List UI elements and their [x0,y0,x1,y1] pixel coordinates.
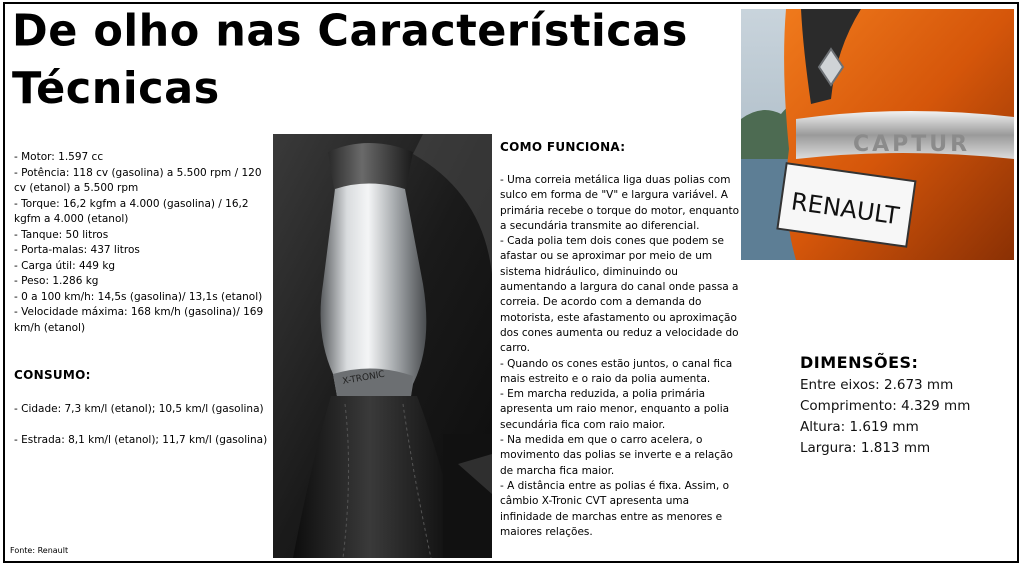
consumo-list [14,402,274,448]
spec-item: - Velocidade máxima: 168 km/h (gasolina)/ 169 km/h (etanol) [14,306,264,334]
dimension-item: Comprimento: 4.329 mm [800,398,971,414]
dimensoes-heading: DIMENSÕES: [800,353,919,372]
como-paragraph: - Cada polia tem dois cones que podem se afastar ou se aproximar por meio de um sistema hidráulico, diminuindo ou aumentando a largura do canal onde passa a correia. De acordo com a demanda do motorista, este afastamento ou aproximação dos cones aumenta ou reduz a velocidade do carro. [500,235,739,355]
dimensoes-list [800,375,970,459]
como-funciona-heading: COMO FUNCIONA: [500,140,626,154]
car-rear-illustration [741,9,1014,260]
consumo-item: - Cidade: 7,3 km/l (etanol); 10,5 km/l (gasolina) [14,403,264,415]
como-paragraph: - Quando os cones estão juntos, o canal fica mais estreito e o raio da polia aumenta. [500,357,733,385]
page-title: De olho nas Características Técnicas [12,5,688,115]
como-paragraph: - Uma correia metálica liga duas polias com sulco em forma de "V" e largura variável. A primária recebe o torque do motor, enquanto a secundária transmite ao diferencial. [500,174,740,232]
spec-item: - Porta-malas: 437 litros [14,244,140,256]
consumo-item: - Estrada: 8,1 km/l (etanol); 11,7 km/l (gasolina) [14,433,268,446]
spec-item: - Peso: 1.286 kg [14,275,99,287]
car-rear-image [741,9,1014,260]
spec-item: - 0 a 100 km/h: 14,5s (gasolina)/ 13,1s (etanol) [14,290,263,303]
car-badge-text: CAPTUR [853,132,971,157]
gear-shifter-image [273,134,492,558]
dimension-item: Largura: 1.813 mm [800,440,931,456]
consumo-heading: CONSUMO: [14,368,91,382]
source-note: Fonte: Renault [10,546,69,555]
spec-item: - Tanque: 50 litros [14,228,109,241]
como-paragraph: - Em marcha reduzida, a polia primária apresenta um raio menor, enquanto a polia secundária fica com raio maior. [500,388,730,431]
gear-label-text: X-TRONIC [341,369,386,387]
specs-list [14,150,274,336]
dimension-item: Entre eixos: 2.673 mm [800,377,954,393]
license-plate-text: RENAULT [789,187,901,231]
como-paragraph: - A distância entre as polias é fixa. Assim, o câmbio X-Tronic CVT apresenta uma infinidade de marchas entre as menores e maiores relações. [500,479,729,538]
spec-item: - Potência: 118 cv (gasolina) a 5.500 rpm / 120 cv (etanol) a 5.500 rpm [14,166,262,194]
spec-item: - Torque: 16,2 kgfm a 4.000 (gasolina) / 16,2 kgfm a 4.000 (etanol) [14,197,249,225]
gear-shifter-illustration [273,134,492,558]
spec-item: - Motor: 1.597 cc [14,151,104,163]
dimension-item: Altura: 1.619 mm [800,419,919,435]
spec-item: - Carga útil: 449 kg [14,259,116,272]
como-funciona-text [500,173,742,540]
como-paragraph: - Na medida em que o carro acelera, o movimento das polias se inverte e a relação de marcha fica maior. [500,434,733,477]
